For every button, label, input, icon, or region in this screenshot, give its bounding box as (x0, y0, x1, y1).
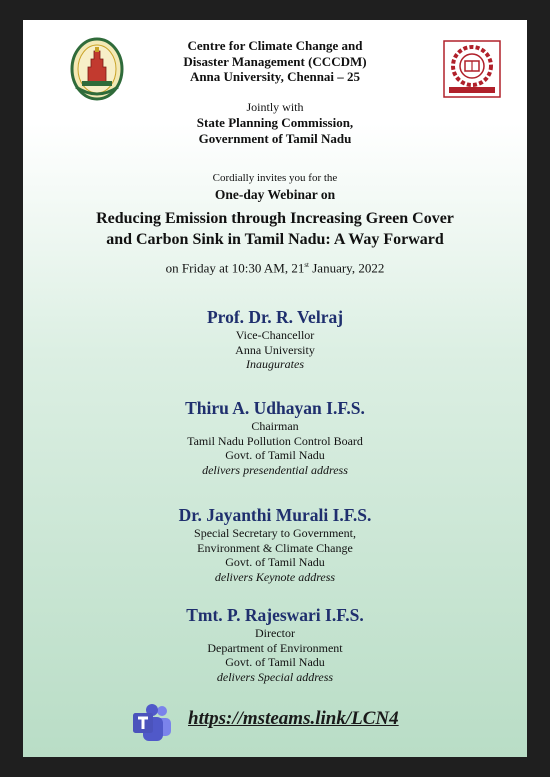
speaker-role: delivers Special address (216, 669, 334, 684)
organizer-block (23, 38, 527, 85)
speaker-title: Vice-Chancellor (235, 328, 315, 342)
speaker-block (23, 306, 527, 372)
speaker-title: Department of Environment (207, 640, 343, 655)
speaker-role: Inaugurates (246, 357, 304, 371)
speaker-title: Govt. of Tamil Nadu (225, 655, 325, 669)
event-title (23, 208, 527, 250)
speaker-title: Special Secretary to Government, (194, 526, 356, 540)
date-sup: st (304, 261, 309, 269)
invite-intro: Cordially invites you for the (212, 172, 338, 184)
speaker-name: Dr. Jayanthi Murali I.F.S. (178, 505, 372, 525)
invitation-card (23, 20, 527, 757)
teams-icon (131, 703, 173, 743)
speaker-role: delivers presendential address (202, 462, 348, 477)
partner-block (23, 115, 527, 146)
date-prefix: on Friday at 10:30 AM, 21 (165, 260, 305, 276)
speaker-title: Tamil Nadu Pollution Control Board (187, 433, 363, 448)
speaker-title: Govt. of Tamil Nadu (225, 448, 325, 462)
speaker-title: Anna University (235, 342, 315, 357)
speaker-name: Tmt. P. Rajeswari I.F.S. (186, 605, 364, 625)
event-title-line-2: and Carbon Sink in Tamil Nadu: A Way Forward (106, 231, 444, 248)
speaker-title: Govt. of Tamil Nadu (225, 555, 325, 569)
organizer-line-1: Centre for Climate Change and (187, 38, 363, 53)
speaker-title: Director (255, 626, 295, 640)
speaker-block (23, 397, 527, 477)
partner-line-1: State Planning Commission, (196, 115, 354, 130)
event-type: One-day Webinar on (214, 187, 336, 202)
speaker-block (23, 604, 527, 684)
speaker-name: Thiru A. Udhayan I.F.S. (185, 398, 365, 418)
partner-line-2: Government of Tamil Nadu (198, 130, 352, 146)
speaker-role: delivers Keynote address (214, 569, 336, 584)
jointly-text: Jointly with (246, 100, 304, 114)
meeting-link[interactable]: https://msteams.link/LCN4 (188, 708, 399, 729)
event-title-line-1: Reducing Emission through Increasing Green Cover (96, 210, 454, 227)
organizer-line-2: Disaster Management (CCCDM) (183, 53, 367, 69)
date-suffix: January, 2022 (309, 260, 385, 276)
organizer-line-3: Anna University, Chennai – 25 (189, 69, 361, 84)
speaker-block (23, 504, 527, 584)
event-date (23, 257, 527, 276)
speaker-name: Prof. Dr. R. Velraj (206, 307, 344, 327)
speaker-title: Environment & Climate Change (197, 540, 353, 555)
speaker-title: Chairman (251, 419, 299, 433)
